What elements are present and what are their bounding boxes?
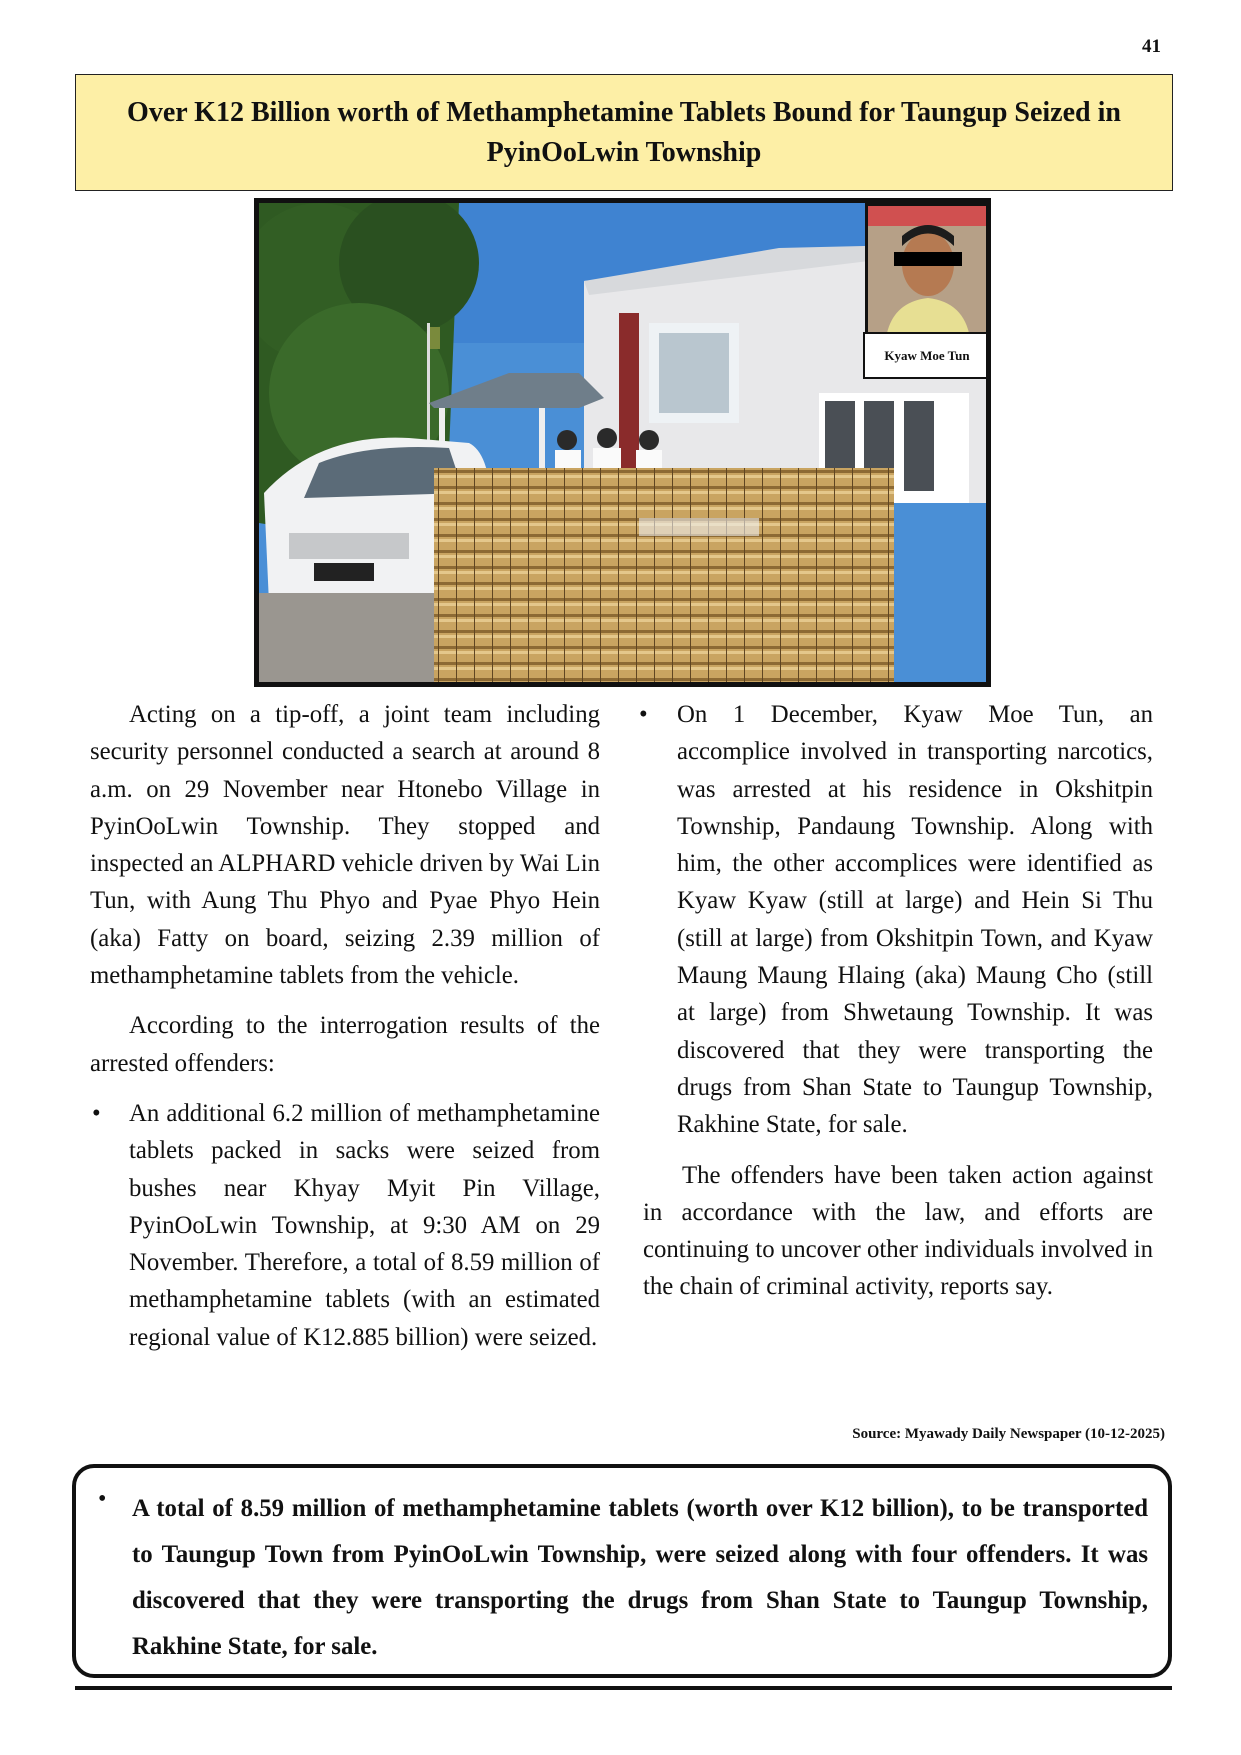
article-paragraph: The offenders have been taken action against in accordance with the law, and efforts are continuing to uncover other individuals involved in the chain of criminal activity, reports say. [643,1161,1153,1301]
article-left-column [90,696,600,1369]
bullet-icon: • [639,701,648,728]
headline: Over K12 Billion worth of Methamphetamine Tablets Bound for Taungup Seized in PyinOoLwin Township [127,96,1121,168]
article-right-column [639,696,1153,1319]
bullet-text: An additional 6.2 million of methamphetamine tablets packed in sacks were seized from bushes near Khyay Myit Pin Village, PyinOoLwin Township, at 9:30 AM on 29 November. Therefore, a total of 8.59 million of methamphetamine tablets (with an estimated regional value of K12.885 billion) were seized. [129,1099,600,1351]
bullet-item [639,696,1153,1144]
summary-text: A total of 8.59 million of methamphetamine tablets (worth over K12 billion), to be transported to Taungup Town from PyinOoLwin Township, were seized along with four offenders. It was discovered that they were transporting the drugs from Shan State to Taungup Township, Rakhine State, for sale. [132,1495,1148,1660]
suspect-inset-photo [865,203,991,341]
bottom-divider [75,1686,1172,1690]
bullet-item [90,1095,600,1356]
article-paragraph: Acting on a tip-off, a joint team including security personnel conducted a search at around 8 a.m. on 29 November near Htonebo Village in PyinOoLwin Township. They stopped and inspected an ALPHARD vehicle driven by Wai Lin Tun, with Aung Thu Phyo and Pyae Phyo Hein (aka) Fatty on board, seizing 2.39 million of methamphetamine tablets from the vehicle. [90,701,600,990]
bullet-icon: • [98,1486,107,1512]
suspect-portrait-image [868,206,988,338]
inset-caption: Kyaw Moe Tun [863,332,991,379]
headline-box [75,74,1173,191]
source-credit: Source: Myawady Daily Newspaper (10-12-2025) [852,1426,1165,1442]
bullet-text: On 1 December, Kyaw Moe Tun, an accomplice involved in transporting narcotics, was arrested at his residence in Okshitpin Township, Pandaung Township. Along with him, the other accomplices were identified as Kyaw Kyaw (still at large) and Hein Si Thu (still at large) from Okshitpin Town, and Kyaw Maung Maung Hlaing (aka) Maung Cho (still at large) from Shwetaung Township. It was discovered that they were transporting the drugs from Shan State to Taungup Township, Rakhine State, for sale. [677,701,1153,1139]
page-number: 41 [1142,36,1161,57]
news-photo [254,198,991,687]
bullet-icon: • [92,1099,101,1127]
summary-box [72,1464,1172,1678]
article-paragraph: According to the interrogation results of the arrested offenders: [90,1012,600,1077]
